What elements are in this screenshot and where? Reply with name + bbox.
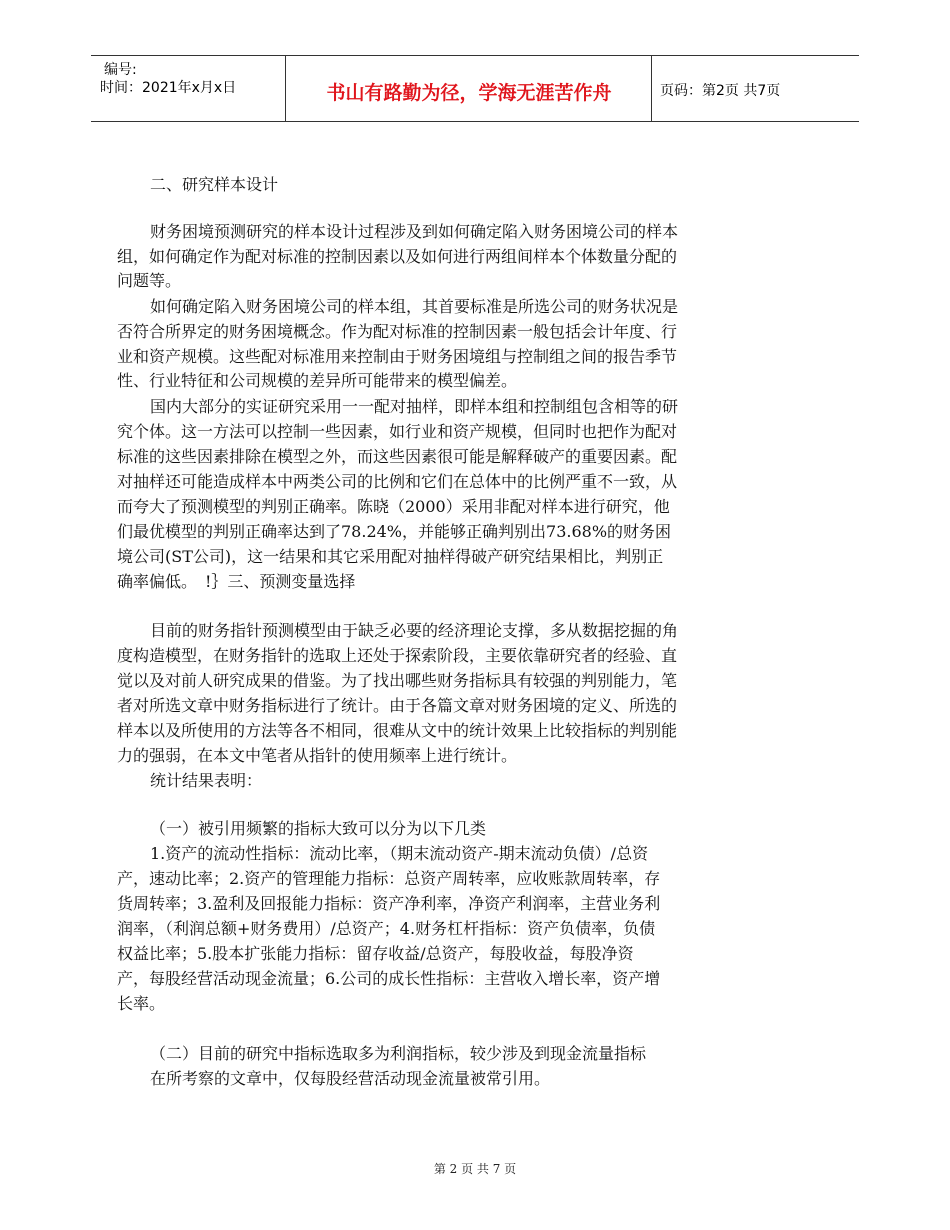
body-line: 们最优模型的判别正确率达到了78.24%，并能够正确判别出73.68%的财务困: [117, 522, 672, 541]
body-line: 确率偏低。 !｝三、预测变量选择: [117, 572, 356, 591]
body-line: 性、行业特征和公司规模的差异所可能带来的模型偏差。: [117, 371, 518, 390]
document-number-label: 编号:: [104, 62, 137, 78]
body-line: 标准的这些因素排除在模型之外，而这些因素很可能是解释破产的重要因素。配: [117, 447, 678, 466]
body-line: 否符合所界定的财务困境概念。作为配对标准的控制因素一般包括会计年度、行: [117, 322, 678, 341]
body-line: 货周转率；3.盈利及回报能力指标：资产净利率，净资产利润率，主营业务利: [117, 894, 661, 913]
body-line: 觉以及对前人研究成果的借鉴。为了找出哪些财务指标具有较强的判别能力，笔: [117, 671, 678, 690]
header-top-rule: [91, 55, 859, 56]
subsection-heading: （二）目前的研究中指标选取多为利润指标，较少涉及到现金流量指标: [150, 1044, 647, 1063]
page-footer: 第 2 页 共 7 页: [433, 1162, 517, 1176]
body-line: 1.资产的流动性指标：流动比率，（期末流动资产-期末流动负债）/总资: [150, 844, 649, 863]
body-line: 力的强弱，在本文中笔者从指针的使用频率上进行统计。: [117, 746, 518, 765]
page-number-label: 页码：第2页 共7页: [660, 83, 781, 99]
body-line: 境公司(ST公司)，这一结果和其它采用配对抽样得破产研究结果相比，判别正: [117, 547, 664, 566]
body-line: 财务困境预测研究的样本设计过程涉及到如何确定陷入财务困境公司的样本: [150, 222, 679, 241]
body-line: 产，速动比率；2.资产的管理能力指标：总资产周转率，应收账款周转率，存: [117, 869, 661, 888]
body-line: 而夸大了预测模型的判别正确率。陈晓（2000）采用非配对样本进行研究，他: [117, 497, 670, 516]
body-line: 业和资产规模。这些配对标准用来控制由于财务困境组与控制组之间的报告季节: [117, 347, 678, 366]
body-line: 产，每股经营活动现金流量；6.公司的成长性指标：主营收入增长率，资产增: [117, 969, 661, 988]
body-line: 组，如何确定作为配对标准的控制因素以及如何进行两组间样本个体数量分配的: [117, 247, 678, 266]
body-line: 对抽样还可能造成样本中两类公司的比例和它们在总体中的比例严重不一致，从: [117, 472, 678, 491]
document-time-label: 时间：2021年x月x日: [100, 80, 237, 96]
body-line: 究个体。这一方法可以控制一些因素，如行业和资产规模，但同时也把作为配对: [117, 422, 678, 441]
body-line: 问题等。: [117, 271, 182, 290]
body-line: 在所考察的文章中，仅每股经营活动现金流量被常引用。: [150, 1069, 551, 1088]
header-motto: 书山有路勤为径，学海无涯苦作舟: [326, 82, 612, 104]
body-line: 度构造模型，在财务指针的选取上还处于探索阶段，主要依靠研究者的经验、直: [117, 646, 678, 665]
body-line: 润率，（利润总额+财务费用）/总资产；4.财务杠杆指标：资产负债率，负债: [117, 919, 656, 938]
subsection-heading: （一）被引用频繁的指标大致可以分为以下几类: [150, 819, 487, 838]
body-line: 如何确定陷入财务困境公司的样本组，其首要标准是所选公司的财务状况是: [150, 297, 679, 316]
header-divider-left: [285, 55, 286, 121]
body-line: 者对所选文章中财务指标进行了统计。由于各篇文章对财务困境的定义、所选的: [117, 696, 678, 715]
header-bottom-rule: [91, 121, 859, 122]
header-divider-right: [651, 55, 652, 121]
body-line: 长率。: [117, 994, 166, 1013]
body-line: 样本以及所使用的方法等各不相同，很难从文中的统计效果上比较指标的判别能: [117, 721, 678, 740]
body-line: 目前的财务指针预测模型由于缺乏必要的经济理论支撑，多从数据挖掘的角: [150, 621, 679, 640]
body-line: 统计结果表明：: [150, 771, 263, 790]
body-line: 国内大部分的实证研究采用一一配对抽样，即样本组和控制组包含相等的研: [150, 397, 679, 416]
body-line: 权益比率；5.股本扩张能力指标：留存收益/总资产，每股收益，每股净资: [117, 944, 634, 963]
section-heading: 二、研究样本设计: [150, 175, 279, 194]
